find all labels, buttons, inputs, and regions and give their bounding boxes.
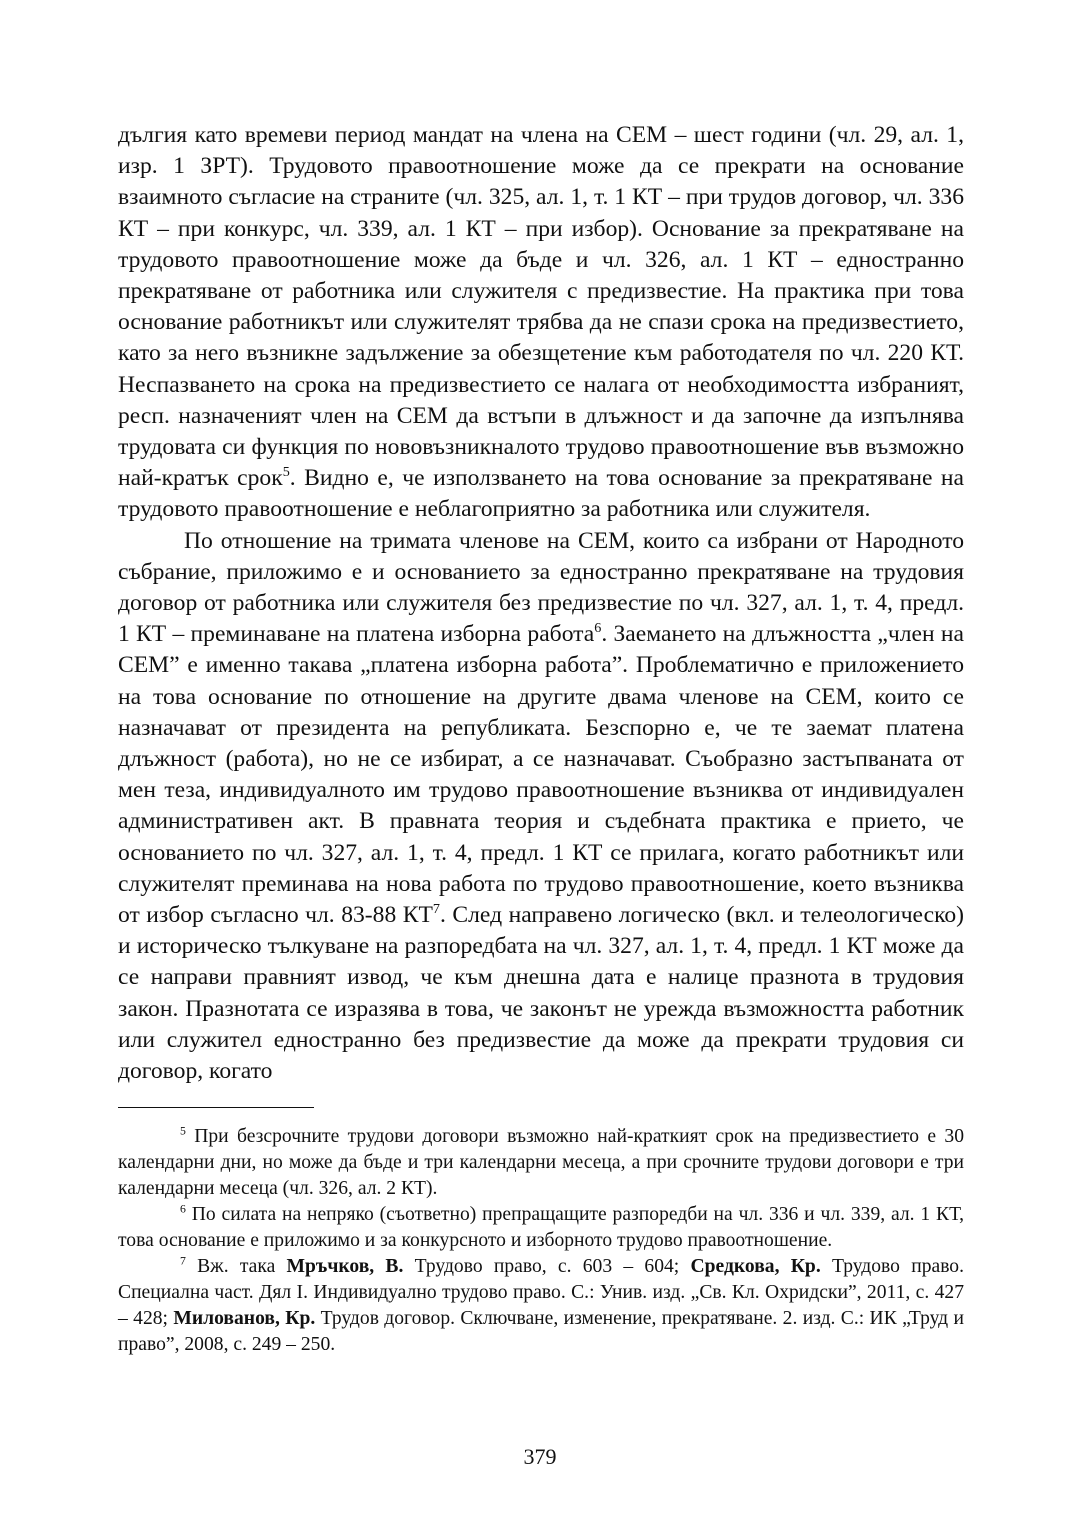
paragraph-2-text-b: . Заемането на длъжността „член на СЕМ” е именно такава „платена изборна работа”. Проблематично е приложението на това основание по отношение на другите двама членове на СЕМ, които се назначават от президента на републиката. Безспорно е, че те заемат платена длъжност (работа), но не се избират, а се назначават. Съобразно застъпваната от мен теза, индивидуалното им трудово правоотношение възниква от индивидуален административен акт. В правната теория и съдебната практика е прието, че основанието по чл. 327, ал. 1, т. 4, предл. 1 КТ се прилага, когато работникът или служителят преминава на нова работа по трудово правоотношение, което възниква от избор съгласно чл. 83-88 КТ — [118, 621, 964, 929]
paragraph-2-text-a: По отношение на тримата членове на СЕМ, които са избрани от Народното събрание, приложимо е и основанието за едностранно прекратяване на трудовия договор от работника или служителя без предизвестие по чл. 327, ал. 1, т. 4, предл. 1 КТ – преминаване на платена изборна работа — [118, 527, 964, 648]
paragraph-2 — [118, 526, 964, 1088]
footnote-ref-7[interactable]: 7 — [432, 901, 440, 918]
footnote-6 — [118, 1202, 964, 1254]
paragraph-1-text-a: дългия като времеви период мандат на члена на СЕМ – шест години (чл. 29, ал. 1, изр. 1 ЗРТ). Трудовото правоотношение може да се прекрати на основание взаимното съгласие на страните (чл. 325, ал. 1, т. 1 КТ – при трудов договор, чл. 336 КТ – при конкурс, чл. 339, ал. 1 КТ – при избор). Основание за прекратяване на трудовото правоотношение може да бъде и чл. 326, ал. 1 КТ – едностранно прекратяване от работника или служителя с предизвестие. На практика при това основание работникът или служителят трябва да не спази срока на предизвестието, като за него възникне задължение за обезщетение към работодателя по чл. 220 КТ. Неспазването на срока на предизвестието се налага от необходимостта избраният, респ. назначеният член на СЕМ да встъпи в длъжност и да започне да изпълнява трудовата си функция по нововъзникналото трудово правоотношение във възможно най-кратък срок — [118, 122, 964, 492]
footnote-5-number: 5 — [180, 1124, 186, 1138]
footnote-7-author-1: Мръчков, В. — [286, 1256, 404, 1277]
footnote-6-number: 6 — [180, 1202, 186, 1216]
main-text — [118, 120, 964, 1087]
footnote-7-text-2: Трудово право. Специална част. Дял I. Индивидуално трудово право. С.: Унив. изд. „Св. Кл. Охридски”, 2011, с. 427 – 428; — [118, 1256, 965, 1329]
footnote-7-author-2: Средкова, Кр. — [690, 1256, 821, 1277]
footnote-ref-5[interactable]: 5 — [282, 464, 290, 481]
paragraph-1-text-b: . Видно е, че използването на това основание за прекратяване на трудовото правоотношение е неблагоприятно за работника или служителя. — [118, 465, 964, 523]
footnote-7-text-1: Трудово право, с. 603 – 604; — [403, 1256, 691, 1277]
footnote-6-text: По силата на непряко (съответно) препращащите разпоредби на чл. 336 и чл. 339, ал. 1 КТ, това основание е приложимо и за конкурсното и изборното трудово правоотношение. — [118, 1204, 964, 1251]
page-number: 379 — [523, 1444, 557, 1469]
footnotes — [118, 1124, 964, 1358]
footnote-5 — [118, 1124, 964, 1202]
footnote-5-text: При безсрочните трудови договори възможно най-краткият срок на предизвестието е 30 календарни дни, но може да бъде и три календарни месеца, а при срочните трудови договори е три календарни месеца (чл. 326, ал. 2 КТ). — [118, 1126, 964, 1199]
paragraph-1 — [118, 120, 964, 526]
footnote-7-author-3: Милованов, Кр. — [173, 1308, 316, 1329]
footnote-7-number: 7 — [180, 1254, 186, 1268]
paragraph-2-text-c: . След направено логическо (вкл. и телеологическо) и историческо тълкуване на разпоредбата на чл. 327, ал. 1, т. 4, предл. 1 КТ може да се направи правният извод, че към днешна дата е налице празнота в трудовия закон. Празнотата се изразява в това, че законът не урежда възможността работник или служител едностранно без предизвестие да може да прекрати трудовия си договор, когато — [118, 902, 965, 1085]
footnote-ref-6[interactable]: 6 — [594, 620, 602, 637]
footnote-separator — [118, 1107, 314, 1108]
footnote-7-pre: Вж. така — [185, 1256, 287, 1277]
footnote-7-text-3: Трудов договор. Сключване, изменение, прекратяване. 2. изд. С.: ИК „Труд и право”, 2008, с. 249 – 250. — [118, 1308, 964, 1355]
footnote-7 — [118, 1254, 964, 1358]
